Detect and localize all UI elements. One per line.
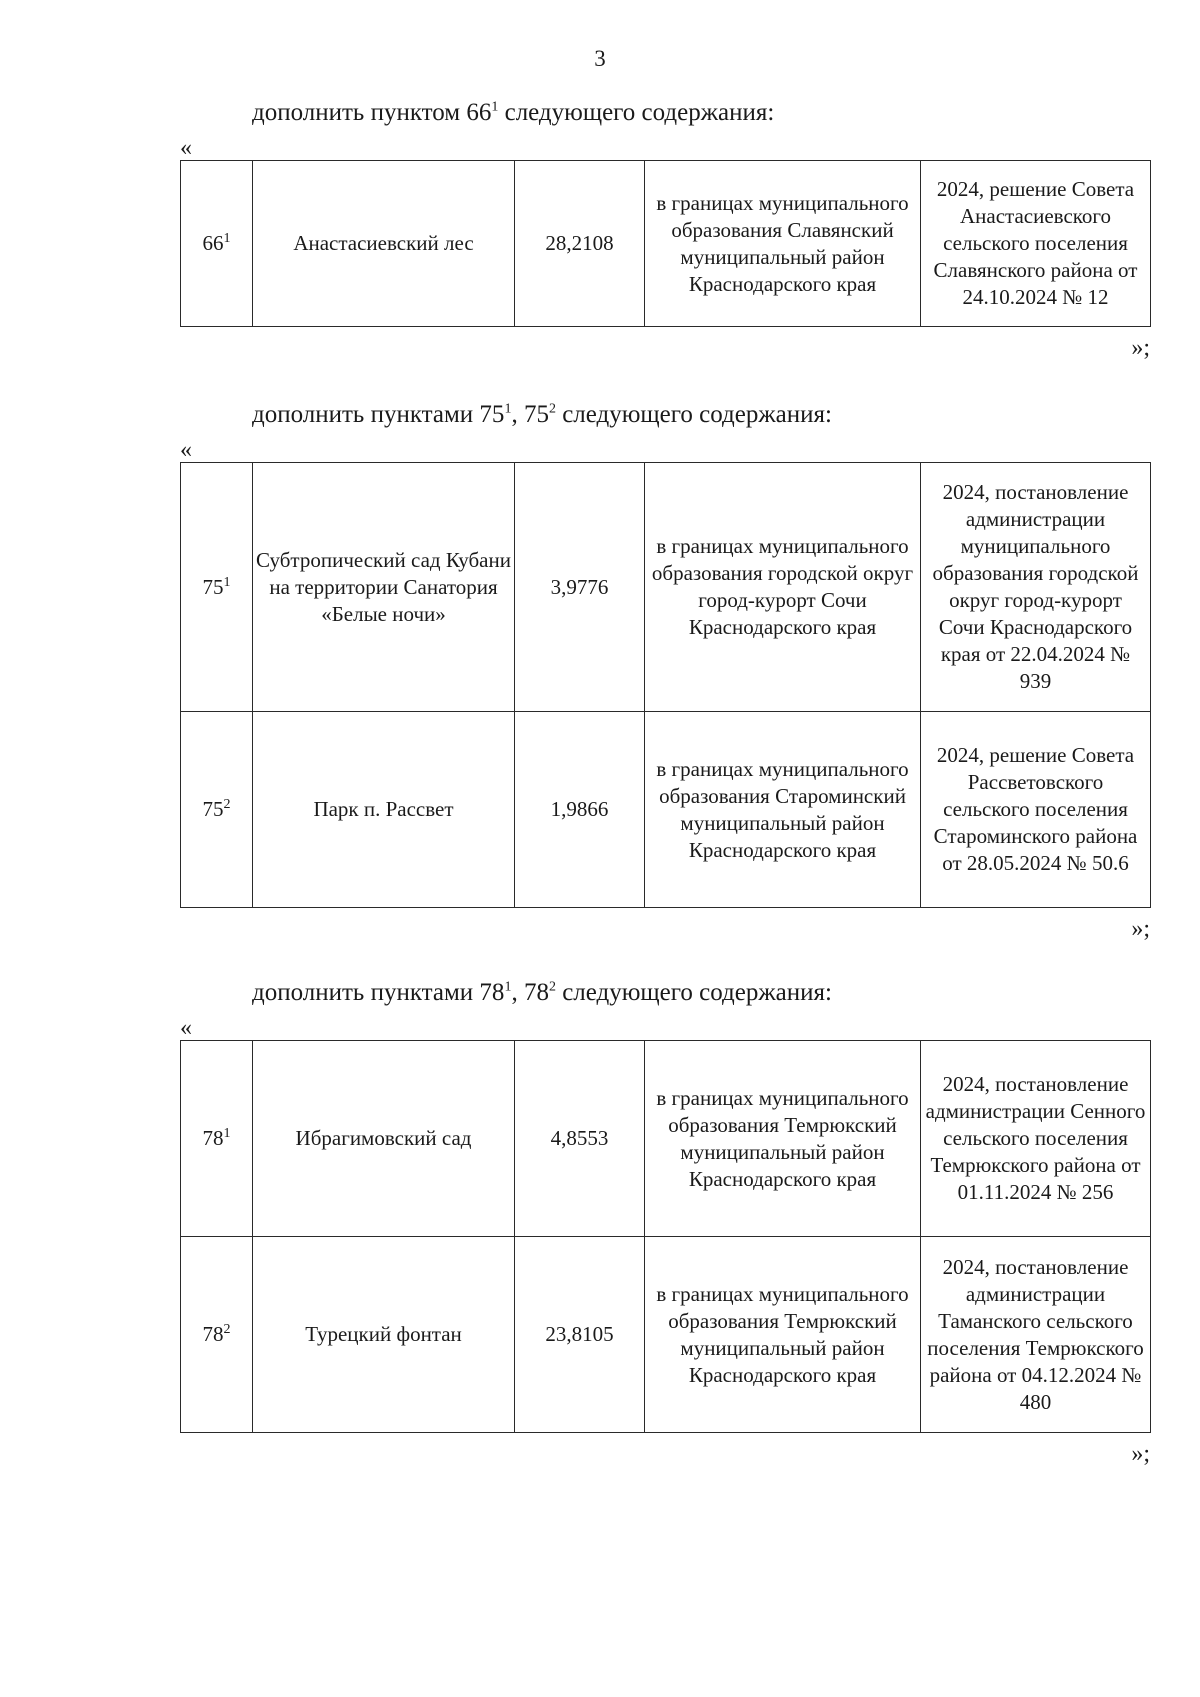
basis-cell: 2024, постановление администрации Сенного сельского поселения Темрюкского района от 01.11.2024 № 256	[921, 1041, 1151, 1237]
intro-text-after: следующего содержания:	[555, 401, 832, 428]
section-intro	[252, 978, 1150, 1008]
table-row	[181, 1041, 1151, 1237]
row-number: 66	[202, 231, 224, 255]
area-cell: 28,2108	[515, 161, 645, 327]
intro-text-after: следующего содержания:	[498, 99, 775, 126]
section-intro	[252, 400, 1150, 430]
intro-superscript: 1	[491, 99, 499, 115]
row-number-superscript: 1	[223, 1126, 231, 1141]
entries-table	[180, 462, 1151, 908]
location-cell: в границах муниципального образования Староминский муниципальный район Краснодарского края	[645, 712, 921, 908]
open-quote: «	[180, 437, 192, 463]
area-cell: 4,8553	[515, 1041, 645, 1237]
intro-superscript: 1	[504, 401, 512, 417]
intro-superscript: 2	[548, 401, 556, 417]
location-cell: в границах муниципального образования Темрюкский муниципальный район Краснодарского края	[645, 1041, 921, 1237]
row-number-cell	[181, 161, 253, 327]
area-cell: 1,9866	[515, 712, 645, 908]
row-number-superscript: 2	[223, 797, 231, 812]
location-cell: в границах муниципального образования городской округ город-курорт Сочи Краснодарского края	[645, 463, 921, 712]
intro-superscript: 1	[504, 979, 512, 995]
basis-cell: 2024, постановление администрации муниципального образования городской округ город-курорт Сочи Краснодарского края от 22.04.2024 № 939	[921, 463, 1151, 712]
row-number-cell	[181, 712, 253, 908]
basis-cell: 2024, постановление администрации Таманского сельского поселения Темрюкского района от 04.12.2024 № 480	[921, 1237, 1151, 1433]
row-number-superscript: 1	[223, 231, 231, 246]
row-number-cell	[181, 1041, 253, 1237]
page-number: 3	[594, 46, 606, 71]
intro-text-mid: , 78	[511, 979, 549, 1006]
intro-text: дополнить пунктами 78	[252, 979, 505, 1006]
area-cell: 3,9776	[515, 463, 645, 712]
area-cell: 23,8105	[515, 1237, 645, 1433]
entries-table	[180, 160, 1151, 327]
object-name-cell: Анастасиевский лес	[253, 161, 515, 327]
basis-cell: 2024, решение Совета Рассветовского сельского поселения Староминского района от 28.05.2024 № 50.6	[921, 712, 1151, 908]
close-quote: »;	[1131, 916, 1150, 942]
open-quote: «	[180, 135, 192, 161]
open-quote: «	[180, 1015, 192, 1041]
table-row	[181, 463, 1151, 712]
row-number-cell	[181, 1237, 253, 1433]
table-row	[181, 712, 1151, 908]
row-number-cell	[181, 463, 253, 712]
row-number: 75	[202, 574, 224, 599]
table-row	[181, 1237, 1151, 1433]
section-78-1-78-2	[180, 978, 1150, 1469]
object-name-cell: Субтропический сад Кубани на территории Санатория «Белые ночи»	[253, 463, 515, 712]
object-name-cell: Парк п. Рассвет	[253, 712, 515, 908]
object-name-cell: Турецкий фонтан	[253, 1237, 515, 1433]
location-cell: в границах муниципального образования Славянский муниципальный район Краснодарского края	[645, 161, 921, 327]
row-number-superscript: 1	[223, 574, 231, 590]
section-75-1-75-2	[180, 400, 1150, 944]
intro-text: дополнить пунктами 75	[252, 401, 505, 428]
entries-table	[180, 1040, 1151, 1433]
close-quote: »;	[1131, 335, 1150, 361]
intro-superscript: 2	[548, 979, 556, 995]
row-number-superscript: 2	[223, 1322, 231, 1337]
intro-text: дополнить пунктом 66	[252, 99, 492, 126]
basis-cell: 2024, решение Совета Анастасиевского сельского поселения Славянского района от 24.10.2024 № 12	[921, 161, 1151, 327]
row-number: 75	[202, 797, 224, 821]
section-intro	[252, 98, 1150, 128]
row-number: 78	[202, 1322, 224, 1346]
object-name-cell: Ибрагимовский сад	[253, 1041, 515, 1237]
row-number: 78	[202, 1126, 224, 1150]
section-66-1	[180, 98, 1150, 363]
close-quote: »;	[1131, 1441, 1150, 1467]
intro-text-mid: , 75	[511, 401, 549, 428]
table-row	[181, 161, 1151, 327]
intro-text-after: следующего содержания:	[555, 979, 832, 1006]
location-cell: в границах муниципального образования Темрюкский муниципальный район Краснодарского края	[645, 1237, 921, 1433]
